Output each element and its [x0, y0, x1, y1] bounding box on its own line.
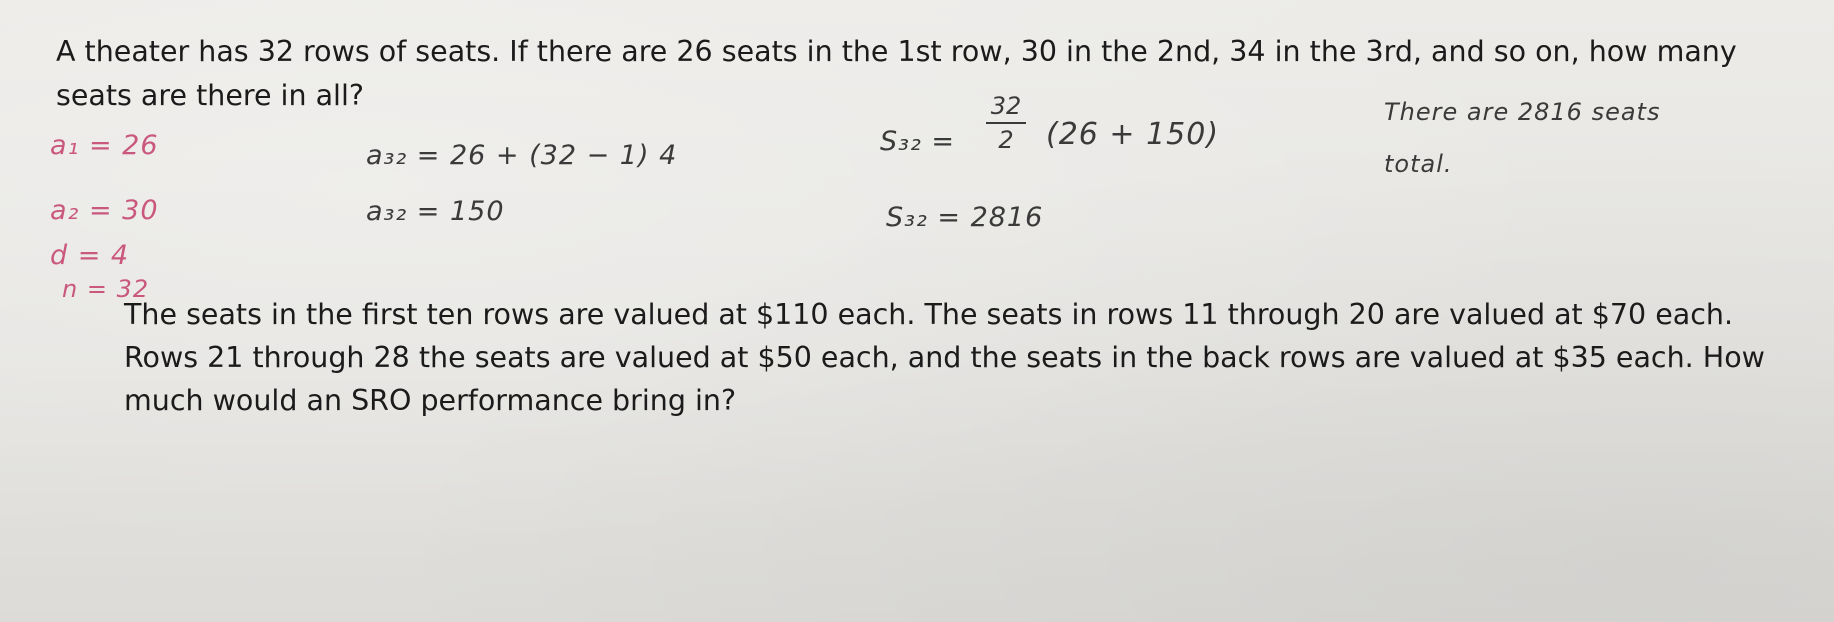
answer-line-2: total.: [1384, 150, 1453, 178]
sum-fraction: [986, 92, 1026, 154]
given-d: d = 4: [50, 240, 130, 271]
given-n: n = 32: [62, 275, 150, 303]
given-a2: a₂ = 30: [50, 195, 159, 226]
sum-result: S₃₂ = 2816: [886, 202, 1044, 233]
answer-line-1: There are 2816 seats: [1384, 98, 1661, 126]
given-a1: a₁ = 26: [50, 130, 159, 161]
nth-term-equation: a₃₂ = 26 + (32 − 1) 4: [366, 140, 678, 171]
nth-term-result: a₃₂ = 150: [366, 196, 505, 227]
fraction-denominator: 2: [998, 126, 1014, 154]
question-1-text: A theater has 32 rows of seats. If there are 26 seats in the 1st row, 30 in the 2nd, 34 in the 3rd, and so on, how many seats are there in all?: [56, 35, 1737, 112]
sum-formula-lhs: S₃₂ =: [880, 126, 955, 157]
question-2-text: The seats in the first ten rows are valued at $110 each. The seats in rows 11 through 20 are valued at $70 each. Rows 21 through 28 the seats are valued at $50 each, and the seats in the back rows are valued at $35 each. How much would an SRO performance bring in?: [124, 298, 1765, 417]
sum-formula-rhs: (26 + 150): [1046, 117, 1220, 152]
fraction-numerator: 32: [986, 92, 1026, 124]
